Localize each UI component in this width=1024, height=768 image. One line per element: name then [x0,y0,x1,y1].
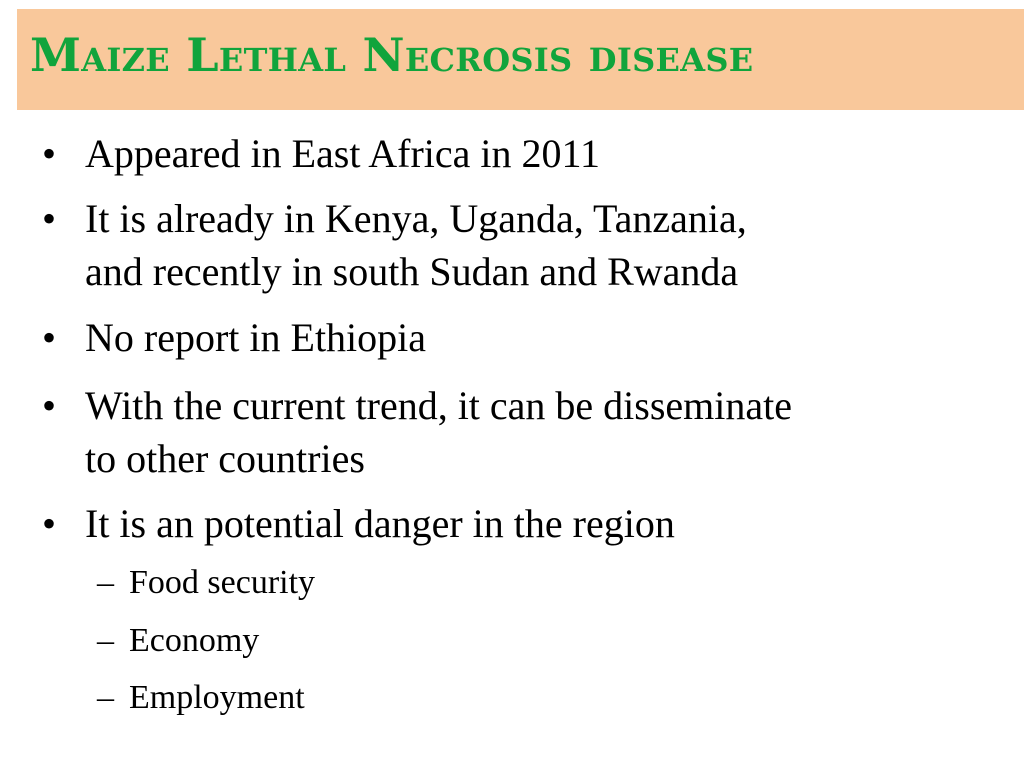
bullet-marker: • [42,131,57,176]
bullet-marker: • [42,196,57,241]
slide-title: Maize Lethal Necrosis disease [30,28,754,82]
sub-bullet-item [97,677,697,719]
sub-bullet-item [97,620,697,662]
bullet-item [42,497,942,550]
sub-bullet-text: Food security [129,564,316,601]
bullet-text: Appeared in East Africa in 2011 [85,131,601,176]
bullet-text: It is an potential danger in the region [85,501,675,546]
bullet-text: No report in Ethiopia [85,315,427,360]
bullet-marker: • [42,315,57,360]
sub-bullet-marker: – [97,622,114,659]
bullet-text: It is already in Kenya, Uganda, Tanzania, [85,196,747,241]
bullet-marker: • [42,383,57,428]
bullet-item [42,379,1017,485]
bullet-item [42,311,942,364]
sub-bullet-marker: – [97,564,114,601]
bullet-item [42,127,942,180]
bullet-text: With the current trend, it can be disseminate [85,383,793,428]
sub-bullet-marker: – [97,679,114,716]
bullet-item [42,192,1002,298]
bullet-text-continued: and recently in south Sudan and Rwanda [85,249,739,294]
sub-bullet-text: Economy [129,622,260,659]
sub-bullet-item [97,562,697,604]
bullet-marker: • [42,501,57,546]
sub-bullet-text: Employment [129,679,305,716]
bullet-text-continued: to other countries [85,436,365,481]
